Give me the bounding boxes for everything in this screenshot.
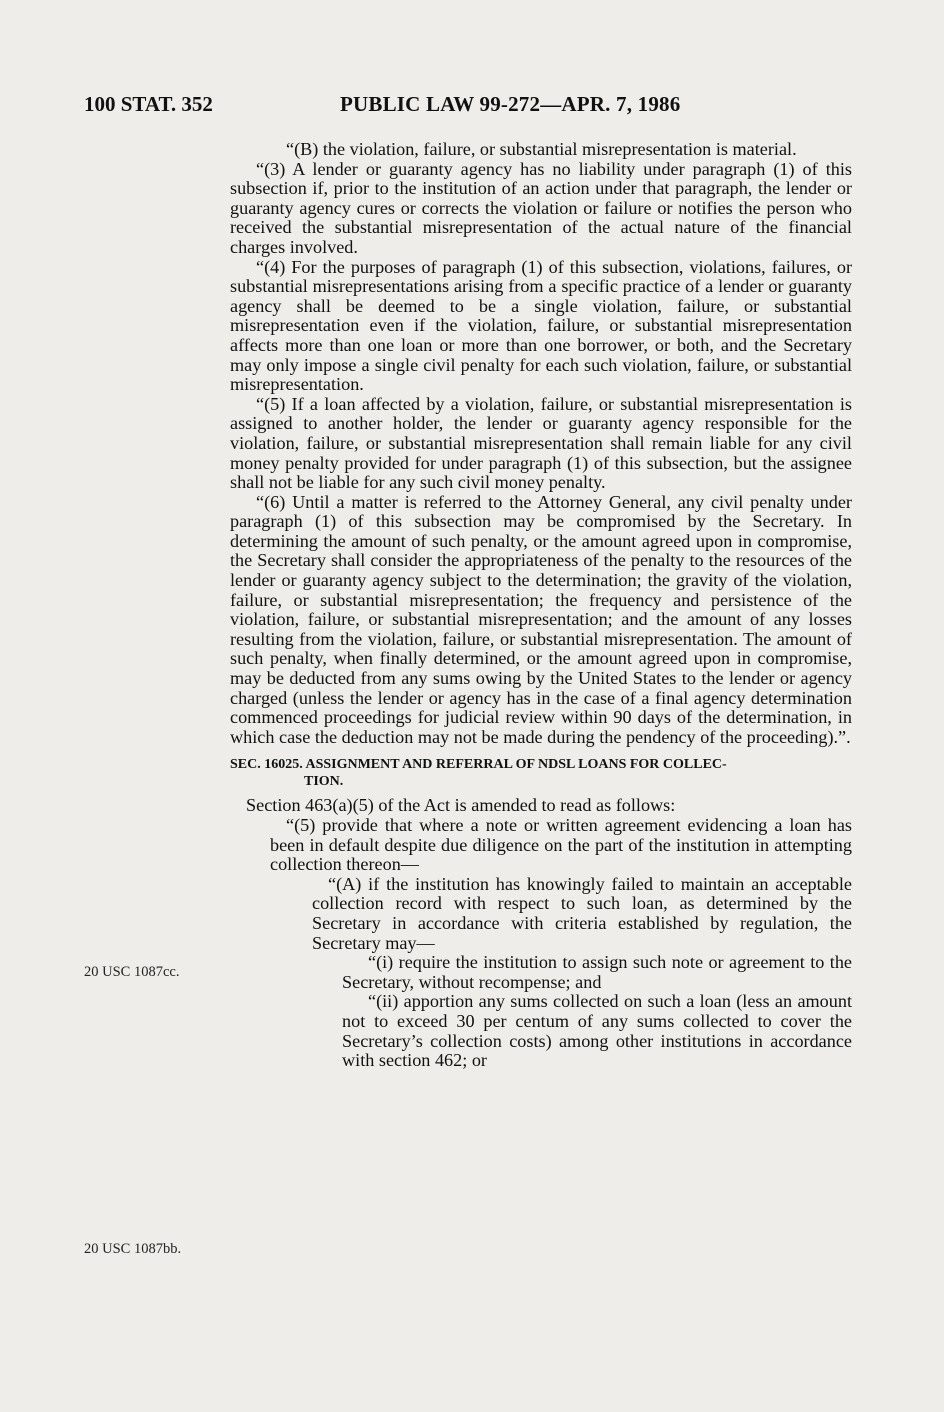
margin-note-1087cc: 20 USC 1087cc. (84, 964, 180, 980)
paragraph-6: “(6) Until a matter is referred to the Attorney General, any civil penalty under paragraph (1) of this subsection may be compromised by the Secretary. In determining the amount of such penalty, or the amount agreed upon in compromise, the Secretary shall consider the appropriateness of the penalty to the resources of the lender or guaranty agency subject to the determination; the gravity of the violation, failure, or substantial misrepresentation; the frequency and persistence of the violation, failure, or substantial misrepresentation; and the amount of any losses resulting from the violation, failure, or substantial misrepresentation. The amount of such penalty, when finally determined, or the amount agreed upon in compromise, may be deducted from any sums owing by the United States to the lender or agency charged (unless the lender or agency has in the case of a final agency determination commenced proceedings for judicial review within 90 days of the determination, in which case the deduction may not be made during the pendency of the proceeding).”. (230, 491, 852, 747)
paragraph-b: “(B) the violation, failure, or substantial misrepresentation is material. (286, 139, 797, 159)
section-heading (230, 756, 852, 790)
paragraph-ii: “(ii) apportion any sums collected on such a loan (less an amount not to exceed 30 per centum of any sums collected to cover the Secretary’s collection costs) among other institutions in accordance with section 462; or (342, 991, 852, 1071)
stat-citation: 100 STAT. 352 (84, 92, 213, 116)
document-body (230, 140, 852, 1071)
section-heading-line-2: TION. (304, 774, 344, 790)
paragraph-3: “(3) A lender or guaranty agency has no liability under paragraph (1) of this subsection if, prior to the institution of an action under that paragraph, the lender or guaranty agency cures or corrects the violation or failure or notifies the person who received the substantial misrepresentation of the actual nature of the financial charges involved. (230, 158, 852, 257)
margin-note-1087bb: 20 USC 1087bb. (84, 1241, 182, 1257)
paragraph-a: “(A) if the institution has knowingly failed to maintain an acceptable collection record with respect to such loan, as determined by the Secretary in accordance with criteria established by regulation, the Secretary may— (312, 873, 852, 953)
paragraph-intro: Section 463(a)(5) of the Act is amended to read as follows: (246, 795, 676, 816)
paragraph-5: “(5) If a loan affected by a violation, failure, or substantial misrepresentation is assigned to another holder, the lender or guaranty agency responsible for the violation, failure, or substantial misrepresentation shall remain liable for any civil money penalty provided for under paragraph (1) of this subsection, but the assignee shall not be liable for any such civil money penalty. (230, 393, 852, 493)
page-header (84, 92, 864, 126)
law-title: PUBLIC LAW 99-272—APR. 7, 1986 (340, 92, 681, 116)
paragraph-4: “(4) For the purposes of paragraph (1) of this subsection, violations, failures, or substantial misrepresentations arising from a specific practice of a lender or guaranty agency shall be deemed to be a single violation, failure, or substantial misrepresentation even if the violation, failure, or substantial misrepresentation affects more than one loan or more than one borrower, or both, and the Secretary may only impose a single civil penalty for each such violation, failure, or substantial misrepresentation. (230, 256, 852, 395)
section-heading-line-1: SEC. 16025. ASSIGNMENT AND REFERRAL OF NDSL LOANS FOR COLLEC- (230, 757, 727, 773)
paragraph-i: “(i) require the institution to assign such note or agreement to the Secretary, without recompense; and (342, 952, 852, 992)
paragraph-5-provide: “(5) provide that where a note or written agreement evidencing a loan has been in default despite due diligence on the part of the institution in attempting collection thereon— (270, 815, 852, 875)
